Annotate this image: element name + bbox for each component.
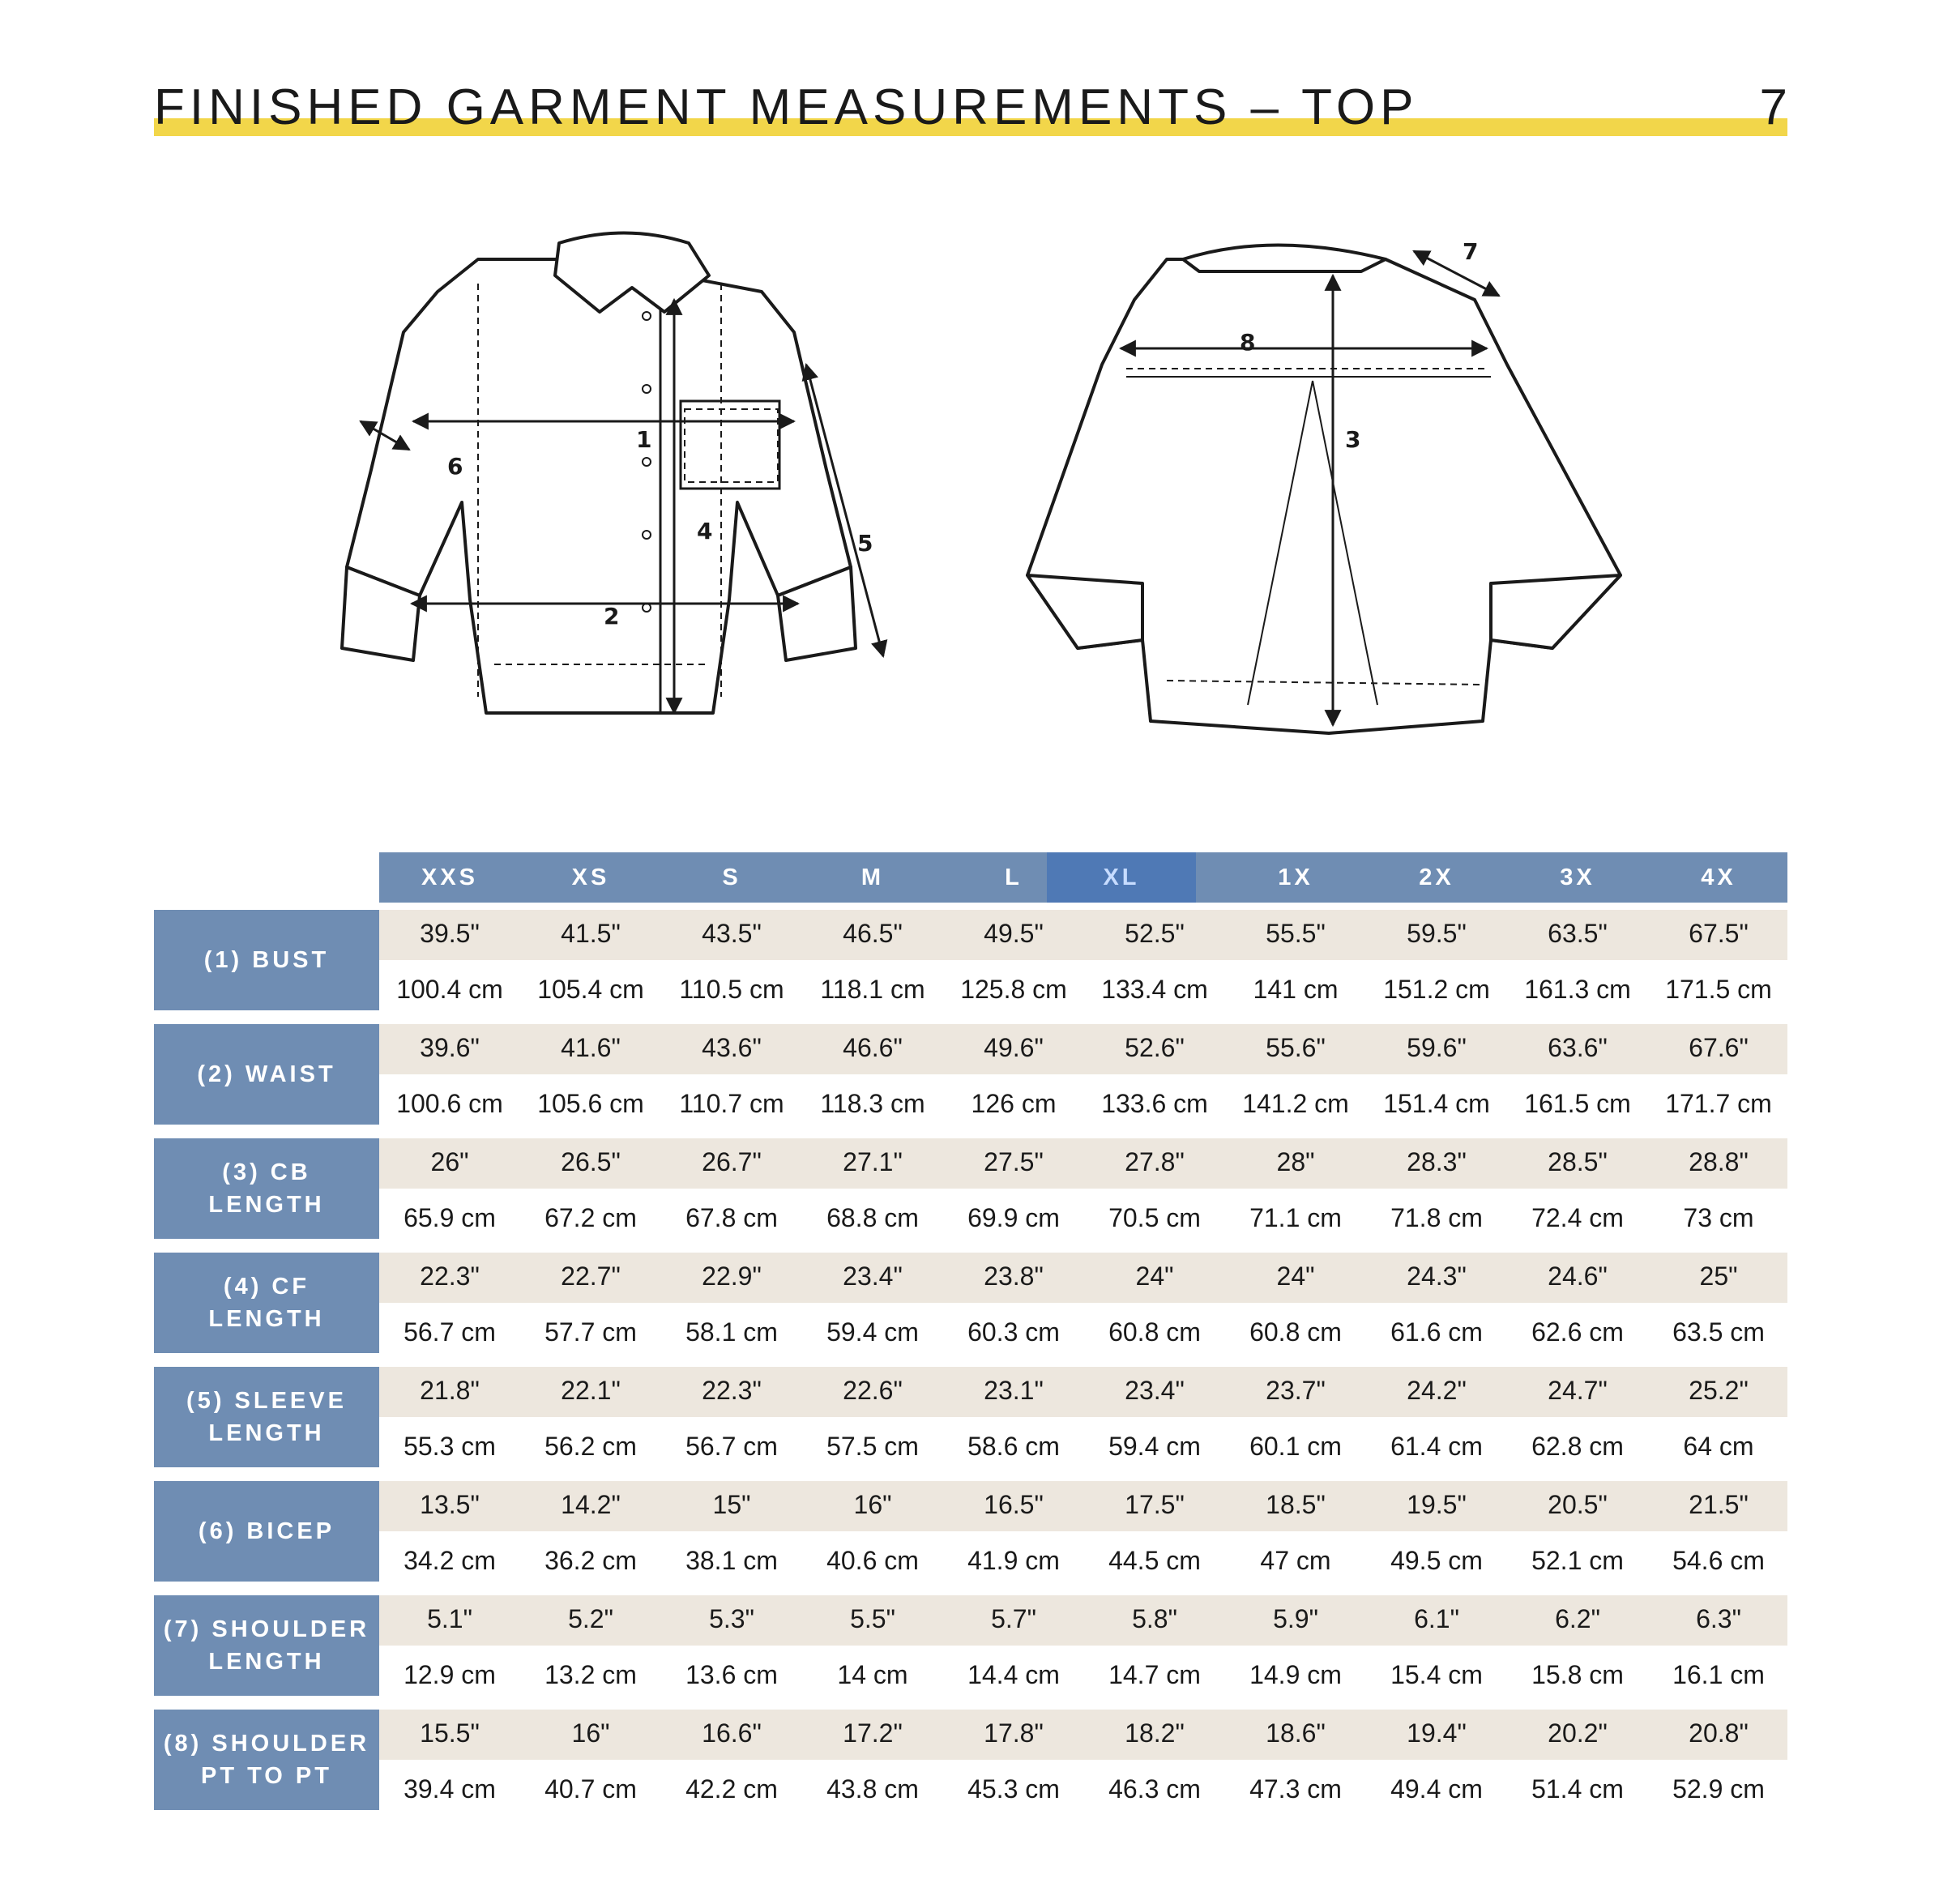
cm-value-1x: 14.9 cm (1249, 1660, 1342, 1689)
measurement-group-shoulder-pt-to-pt (154, 1710, 1787, 1810)
cm-row (379, 960, 1787, 1010)
inch-value-1x: 18.6" (1266, 1718, 1326, 1748)
measurement-group-waist (154, 1024, 1787, 1125)
inch-value-xs: 5.2" (568, 1604, 613, 1633)
cm-value-3x: 62.8 cm (1531, 1432, 1624, 1461)
measurement-group-bicep (154, 1481, 1787, 1582)
cm-value-4x: 52.9 cm (1672, 1774, 1765, 1804)
cm-value-m: 57.5 cm (826, 1432, 919, 1461)
cm-value-3x: 51.4 cm (1531, 1774, 1624, 1804)
inch-value-xs: 14.2" (561, 1490, 621, 1519)
inch-value-xs: 41.5" (561, 919, 621, 948)
size-header-l: L (1005, 864, 1023, 890)
inch-value-1x: 55.6" (1266, 1033, 1326, 1062)
inch-value-4x: 67.5" (1689, 919, 1749, 948)
row-label-text: (4) CF LENGTH (208, 1274, 325, 1332)
page-number: 7 (1759, 79, 1787, 135)
cm-value-xl: 60.8 cm (1108, 1317, 1201, 1347)
cm-value-1x: 141 cm (1253, 975, 1339, 1004)
cm-value-4x: 171.7 cm (1665, 1089, 1772, 1118)
inch-value-4x: 6.3" (1696, 1604, 1741, 1633)
row-label (154, 1367, 379, 1467)
inch-value-m: 22.6" (843, 1376, 903, 1405)
inch-value-1x: 5.9" (1273, 1604, 1318, 1633)
cm-value-3x: 15.8 cm (1531, 1660, 1624, 1689)
cm-value-s: 56.7 cm (685, 1432, 778, 1461)
inch-value-xxs: 39.6" (420, 1033, 480, 1062)
cm-row (379, 1074, 1787, 1125)
cm-value-xs: 56.2 cm (544, 1432, 637, 1461)
inch-value-s: 16.6" (702, 1718, 762, 1748)
row-label-text: (6) BICEP (198, 1518, 335, 1544)
inch-value-1x: 24" (1276, 1262, 1315, 1291)
row-label-text: (1) BUST (203, 947, 330, 973)
cm-value-xl: 59.4 cm (1108, 1432, 1201, 1461)
cm-value-3x: 52.1 cm (1531, 1546, 1624, 1575)
cm-value-xs: 40.7 cm (544, 1774, 637, 1804)
row-label-text: (8) SHOULDER PT TO PT (163, 1731, 370, 1789)
cm-value-l: 69.9 cm (967, 1203, 1060, 1232)
inch-value-l: 49.5" (984, 919, 1044, 948)
row-label (154, 1024, 379, 1125)
size-header-s: S (722, 864, 741, 890)
row-label (154, 910, 379, 1010)
row-label-text: (7) SHOULDER LENGTH (163, 1616, 370, 1675)
size-header-3x: 3X (1560, 864, 1595, 890)
inch-value-xs: 16" (571, 1718, 610, 1748)
inch-value-xxs: 15.5" (420, 1718, 480, 1748)
inch-value-xl: 52.5" (1125, 919, 1185, 948)
cm-value-m: 43.8 cm (826, 1774, 919, 1804)
cm-value-m: 59.4 cm (826, 1317, 919, 1347)
inch-value-s: 43.6" (702, 1033, 762, 1062)
inch-value-m: 27.1" (843, 1147, 903, 1176)
inch-value-s: 26.7" (702, 1147, 762, 1176)
cm-value-xxs: 56.7 cm (404, 1317, 496, 1347)
inch-value-m: 46.5" (843, 919, 903, 948)
measurement-group-sleeve-length (154, 1367, 1787, 1467)
cm-value-1x: 141.2 cm (1242, 1089, 1349, 1118)
cm-value-xl: 14.7 cm (1108, 1660, 1201, 1689)
cm-value-4x: 73 cm (1683, 1203, 1754, 1232)
cm-value-s: 67.8 cm (685, 1203, 778, 1232)
cm-value-m: 14 cm (837, 1660, 908, 1689)
cm-value-xxs: 39.4 cm (404, 1774, 496, 1804)
inch-value-xl: 52.6" (1125, 1033, 1185, 1062)
inch-value-xl: 23.4" (1125, 1376, 1185, 1405)
inch-value-3x: 63.5" (1548, 919, 1608, 948)
cm-value-s: 110.7 cm (679, 1089, 784, 1118)
inches-row (379, 1481, 1787, 1531)
size-header-m: M (860, 864, 885, 890)
back-label-8: 8 (1240, 329, 1256, 356)
cm-value-l: 125.8 cm (960, 975, 1067, 1004)
cm-value-4x: 63.5 cm (1672, 1317, 1765, 1347)
cm-row (379, 1189, 1787, 1239)
inch-value-3x: 24.7" (1548, 1376, 1608, 1405)
front-label-5: 5 (857, 530, 873, 557)
cm-value-l: 60.3 cm (967, 1317, 1060, 1347)
cm-value-l: 45.3 cm (967, 1774, 1060, 1804)
inch-value-1x: 23.7" (1266, 1376, 1326, 1405)
inch-value-4x: 21.5" (1689, 1490, 1749, 1519)
inch-value-l: 27.5" (984, 1147, 1044, 1176)
page-title: FINISHED GARMENT MEASUREMENTS – TOP (154, 79, 1419, 135)
cm-value-2x: 151.4 cm (1383, 1089, 1490, 1118)
cm-value-xs: 105.4 cm (537, 975, 644, 1004)
cm-value-xl: 70.5 cm (1108, 1203, 1201, 1232)
front-label-4: 4 (697, 518, 713, 544)
inch-value-2x: 59.6" (1407, 1033, 1467, 1062)
front-label-6: 6 (447, 453, 463, 480)
inch-value-xl: 17.5" (1125, 1490, 1185, 1519)
cm-value-2x: 49.4 cm (1390, 1774, 1483, 1804)
cm-value-xs: 13.2 cm (544, 1660, 637, 1689)
size-header-4x: 4X (1701, 864, 1736, 890)
cm-value-1x: 47.3 cm (1249, 1774, 1342, 1804)
size-header-xl: XL (1047, 852, 1196, 903)
inch-value-1x: 18.5" (1266, 1490, 1326, 1519)
inch-value-xl: 18.2" (1125, 1718, 1185, 1748)
cm-row (379, 1531, 1787, 1582)
back-label-7: 7 (1463, 238, 1479, 265)
inch-value-s: 5.3" (709, 1604, 754, 1633)
inch-value-xxs: 13.5" (420, 1490, 480, 1519)
inch-value-3x: 63.6" (1548, 1033, 1608, 1062)
row-label (154, 1710, 379, 1810)
cm-value-s: 42.2 cm (685, 1774, 778, 1804)
inches-row (379, 1024, 1787, 1074)
cm-value-xl: 46.3 cm (1108, 1774, 1201, 1804)
inch-value-l: 5.7" (991, 1604, 1036, 1633)
inch-value-xl: 24" (1135, 1262, 1174, 1291)
cm-value-1x: 60.8 cm (1249, 1317, 1342, 1347)
cm-row (379, 1303, 1787, 1353)
cm-value-l: 58.6 cm (967, 1432, 1060, 1461)
inch-value-xxs: 5.1" (427, 1604, 472, 1633)
inches-row (379, 1138, 1787, 1189)
cm-value-2x: 49.5 cm (1390, 1546, 1483, 1575)
cm-value-l: 126 cm (971, 1089, 1057, 1118)
inch-value-s: 22.3" (702, 1376, 762, 1405)
inch-value-1x: 55.5" (1266, 919, 1326, 948)
inch-value-2x: 24.2" (1407, 1376, 1467, 1405)
cm-value-1x: 71.1 cm (1249, 1203, 1342, 1232)
row-label (154, 1595, 379, 1696)
inch-value-xs: 26.5" (561, 1147, 621, 1176)
inch-value-2x: 6.1" (1414, 1604, 1459, 1633)
cm-value-m: 40.6 cm (826, 1546, 919, 1575)
cm-value-xxs: 55.3 cm (404, 1432, 496, 1461)
inch-value-2x: 28.3" (1407, 1147, 1467, 1176)
cm-value-m: 118.3 cm (820, 1089, 925, 1118)
inch-value-4x: 20.8" (1689, 1718, 1749, 1748)
measurement-group-cf-length (154, 1253, 1787, 1353)
inches-row (379, 1367, 1787, 1417)
size-header-xs: XS (571, 864, 610, 890)
inch-value-l: 23.1" (984, 1376, 1044, 1405)
inch-value-xl: 5.8" (1132, 1604, 1177, 1633)
cm-value-4x: 64 cm (1683, 1432, 1754, 1461)
cm-value-4x: 54.6 cm (1672, 1546, 1765, 1575)
cm-row (379, 1417, 1787, 1467)
inch-value-m: 23.4" (843, 1262, 903, 1291)
measurement-group-bust (154, 910, 1787, 1010)
inch-value-3x: 20.5" (1548, 1490, 1608, 1519)
inches-row (379, 910, 1787, 960)
inches-row (379, 1253, 1787, 1303)
inch-value-4x: 67.6" (1689, 1033, 1749, 1062)
inch-value-m: 46.6" (843, 1033, 903, 1062)
row-label (154, 1481, 379, 1582)
inches-row (379, 1595, 1787, 1646)
inch-value-m: 5.5" (850, 1604, 895, 1633)
cm-value-4x: 16.1 cm (1672, 1660, 1765, 1689)
inch-value-3x: 20.2" (1548, 1718, 1608, 1748)
cm-value-xl: 133.4 cm (1101, 975, 1208, 1004)
cm-value-3x: 161.3 cm (1524, 975, 1631, 1004)
inch-value-1x: 28" (1276, 1147, 1315, 1176)
row-label-text: (2) WAIST (197, 1061, 336, 1087)
inch-value-l: 23.8" (984, 1262, 1044, 1291)
cm-value-s: 58.1 cm (685, 1317, 778, 1347)
row-label-text: (3) CB LENGTH (208, 1159, 325, 1218)
cm-row (379, 1646, 1787, 1696)
inch-value-l: 17.8" (984, 1718, 1044, 1748)
inch-value-xs: 22.7" (561, 1262, 621, 1291)
measurement-group-cb-length (154, 1138, 1787, 1239)
inch-value-xxs: 39.5" (420, 919, 480, 948)
inch-value-l: 16.5" (984, 1490, 1044, 1519)
front-label-1: 1 (636, 426, 652, 453)
cm-value-xl: 133.6 cm (1101, 1089, 1208, 1118)
cm-value-xs: 57.7 cm (544, 1317, 637, 1347)
cm-value-xl: 44.5 cm (1108, 1546, 1201, 1575)
size-header-xxs: XXS (421, 864, 479, 890)
measurement-group-shoulder-length (154, 1595, 1787, 1696)
cm-row (379, 1760, 1787, 1810)
inches-row (379, 1710, 1787, 1760)
cm-value-m: 118.1 cm (820, 975, 925, 1004)
cm-value-s: 110.5 cm (679, 975, 784, 1004)
inch-value-2x: 24.3" (1407, 1262, 1467, 1291)
inch-value-3x: 28.5" (1548, 1147, 1608, 1176)
cm-value-4x: 171.5 cm (1665, 975, 1772, 1004)
cm-value-xxs: 100.4 cm (396, 975, 503, 1004)
inch-value-4x: 25" (1699, 1262, 1738, 1291)
cm-value-3x: 161.5 cm (1524, 1089, 1631, 1118)
row-label (154, 1138, 379, 1239)
inch-value-3x: 24.6" (1548, 1262, 1608, 1291)
cm-value-xs: 36.2 cm (544, 1546, 637, 1575)
cm-value-2x: 71.8 cm (1390, 1203, 1483, 1232)
cm-value-2x: 61.4 cm (1390, 1432, 1483, 1461)
inch-value-xl: 27.8" (1125, 1147, 1185, 1176)
inch-value-2x: 19.5" (1407, 1490, 1467, 1519)
inch-value-m: 16" (853, 1490, 892, 1519)
cm-value-xs: 105.6 cm (537, 1089, 644, 1118)
inch-value-s: 22.9" (702, 1262, 762, 1291)
cm-value-2x: 151.2 cm (1383, 975, 1490, 1004)
front-label-2: 2 (604, 603, 620, 630)
inch-value-xxs: 26" (430, 1147, 469, 1176)
cm-value-2x: 61.6 cm (1390, 1317, 1483, 1347)
row-label (154, 1253, 379, 1353)
back-label-3: 3 (1345, 426, 1361, 453)
cm-value-s: 13.6 cm (685, 1660, 778, 1689)
cm-value-3x: 62.6 cm (1531, 1317, 1624, 1347)
inch-value-xs: 22.1" (561, 1376, 621, 1405)
inch-value-s: 15" (712, 1490, 751, 1519)
cm-value-l: 41.9 cm (967, 1546, 1060, 1575)
inch-value-l: 49.6" (984, 1033, 1044, 1062)
cm-value-s: 38.1 cm (685, 1546, 778, 1575)
size-header-1x: 1X (1278, 864, 1313, 890)
cm-value-m: 68.8 cm (826, 1203, 919, 1232)
cm-value-l: 14.4 cm (967, 1660, 1060, 1689)
inch-value-4x: 25.2" (1689, 1376, 1749, 1405)
cm-value-xxs: 65.9 cm (404, 1203, 496, 1232)
cm-value-xs: 67.2 cm (544, 1203, 637, 1232)
inch-value-s: 43.5" (702, 919, 762, 948)
inch-value-2x: 19.4" (1407, 1718, 1467, 1748)
inch-value-4x: 28.8" (1689, 1147, 1749, 1176)
cm-value-xxs: 34.2 cm (404, 1546, 496, 1575)
cm-value-xxs: 100.6 cm (396, 1089, 503, 1118)
cm-value-xxs: 12.9 cm (404, 1660, 496, 1689)
row-label-text: (5) SLEEVE LENGTH (186, 1388, 347, 1446)
inch-value-xs: 41.6" (561, 1033, 621, 1062)
back-view-illustration (1005, 227, 1637, 745)
inch-value-m: 17.2" (843, 1718, 903, 1748)
inch-value-2x: 59.5" (1407, 919, 1467, 948)
cm-value-2x: 15.4 cm (1390, 1660, 1483, 1689)
cm-value-1x: 60.1 cm (1249, 1432, 1342, 1461)
cm-value-3x: 72.4 cm (1531, 1203, 1624, 1232)
inch-value-xxs: 22.3" (420, 1262, 480, 1291)
cm-value-1x: 47 cm (1260, 1546, 1331, 1575)
front-view-illustration (324, 227, 956, 745)
inch-value-xxs: 21.8" (420, 1376, 480, 1405)
size-header-2x: 2X (1419, 864, 1454, 890)
inch-value-3x: 6.2" (1555, 1604, 1600, 1633)
size-header-row (379, 852, 1787, 903)
